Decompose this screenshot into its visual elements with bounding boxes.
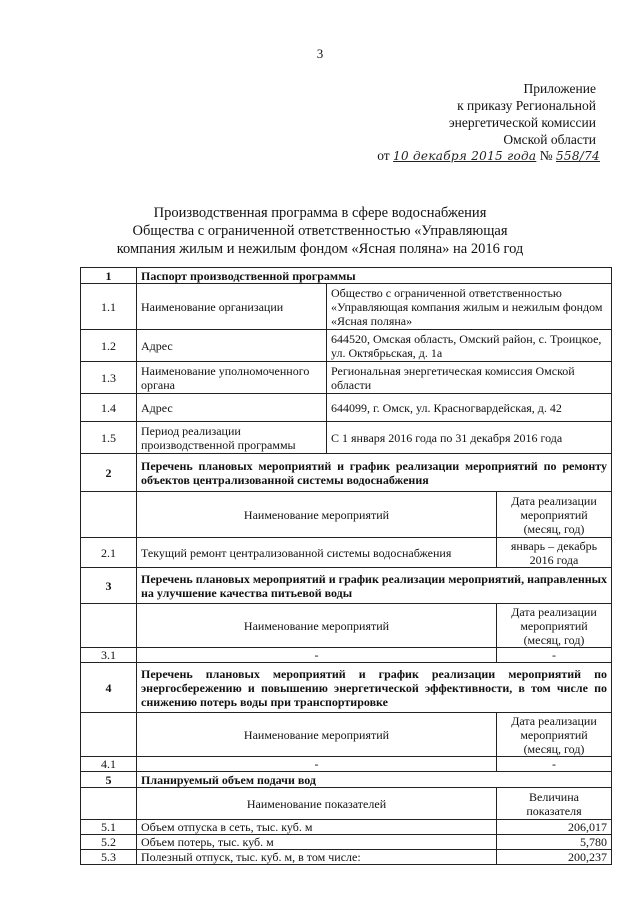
row-value: 200,237 [497,850,612,865]
section-header [81,663,612,713]
row-date: - [497,757,612,772]
row-value: С 1 января 2016 года по 31 декабря 2016 года [327,422,612,454]
table-row [81,835,612,850]
column-header-row [81,788,612,820]
empty-cell [81,604,137,648]
row-value: Региональная энергетическая комиссия Омской области [327,362,612,394]
empty-cell [81,713,137,757]
table-row [81,422,612,454]
column-header: Наименование показателей [137,788,497,820]
row-value: Общество с ограниченной ответственностью «Управляющая компания жилым и нежилым фондом «Ясная поляна» [327,284,612,330]
row-label: Адрес [137,394,327,422]
appendix-line: к приказу Региональной [457,98,596,113]
row-name: Объем отпуска в сеть, тыс. куб. м [137,820,497,835]
section-number: 1 [81,268,137,284]
section-title: Планируемый объем подачи вод [137,772,612,788]
row-label: Наименование уполномоченного органа [137,362,327,394]
row-number: 1.4 [81,394,137,422]
order-date-number [377,148,600,164]
row-number: 5.3 [81,850,137,865]
appendix-line: Омской области [503,132,596,147]
row-name: - [137,757,497,772]
column-header-row [81,713,612,757]
table-row [81,394,612,422]
handwritten-number: 558/74 [555,149,600,163]
row-name: Текущий ремонт централизованной системы водоснабжения [137,538,497,568]
row-name: Объем потерь, тыс. куб. м [137,835,497,850]
row-value: 644520, Омская область, Омский район, с. Троицкое, ул. Октябрьская, д. 1а [327,330,612,362]
handwritten-date: 10 декабря 2015 года [393,149,537,163]
row-value: 644099, г. Омск, ул. Красногвардейская, д. 42 [327,394,612,422]
column-header: Наименование мероприятий [137,492,497,538]
row-number: 4.1 [81,757,137,772]
empty-cell [81,492,137,538]
page-number: 3 [316,46,324,61]
row-number: 1.1 [81,284,137,330]
column-header-row [81,492,612,538]
row-number: 2.1 [81,538,137,568]
row-date: январь – декабрь 2016 года [497,538,612,568]
row-date: - [497,648,612,663]
table-row [81,330,612,362]
table-row [81,648,612,663]
row-number: 5.2 [81,835,137,850]
table-row [81,284,612,330]
section-number: 3 [81,568,137,604]
section-number: 5 [81,772,137,788]
column-header: Наименование мероприятий [137,604,497,648]
row-number: 5.1 [81,820,137,835]
title-line: Производственная программа в сфере водоснабжения [153,205,487,221]
number-label: № [539,148,553,163]
section-title: Паспорт производственной программы [137,268,612,284]
column-header: Дата реализации мероприятий (месяц, год) [497,492,612,538]
section-title: Перечень плановых мероприятий и график реализации мероприятий по ремонту объектов централизованной системы водоснабжения [137,454,612,492]
row-label: Адрес [137,330,327,362]
row-number: 1.3 [81,362,137,394]
row-value: 206,017 [497,820,612,835]
program-table [80,267,612,865]
section-title: Перечень плановых мероприятий и график реализации мероприятий по энергосбережению и повышению энергетической эффективности, в том числе по снижению потерь воды при транспортировке [137,663,612,713]
table-row [81,538,612,568]
column-header: Дата реализации мероприятий (месяц, год) [497,604,612,648]
row-label: Период реализации производственной программы [137,422,327,454]
table-row [81,757,612,772]
column-header-row [81,604,612,648]
from-label: от [377,148,390,163]
row-value: 5,780 [497,835,612,850]
section-header [81,268,612,284]
section-header [81,568,612,604]
column-header: Дата реализации мероприятий (месяц, год) [497,713,612,757]
row-number: 1.5 [81,422,137,454]
appendix-line: энергетической комиссии [448,115,596,130]
row-name: Полезный отпуск, тыс. куб. м, в том числе: [137,850,497,865]
row-number: 1.2 [81,330,137,362]
column-header: Наименование мероприятий [137,713,497,757]
section-header [81,772,612,788]
column-header: Величина показателя [497,788,612,820]
title-line: Общества с ограниченной ответственностью «Управляющая [132,223,508,239]
table-row [81,850,612,865]
section-header [81,454,612,492]
table-row [81,362,612,394]
document-title [0,204,640,258]
empty-cell [81,788,137,820]
row-number: 3.1 [81,648,137,663]
section-number: 4 [81,663,137,713]
row-label: Наименование организации [137,284,327,330]
appendix-block [376,80,596,148]
title-line: компания жилым и нежилым фондом «Ясная поляна» на 2016 год [116,241,524,257]
table-row [81,820,612,835]
appendix-line: Приложение [523,81,596,96]
section-title: Перечень плановых мероприятий и график реализации мероприятий, направленных на улучшение качества питьевой воды [137,568,612,604]
section-number: 2 [81,454,137,492]
row-name: - [137,648,497,663]
